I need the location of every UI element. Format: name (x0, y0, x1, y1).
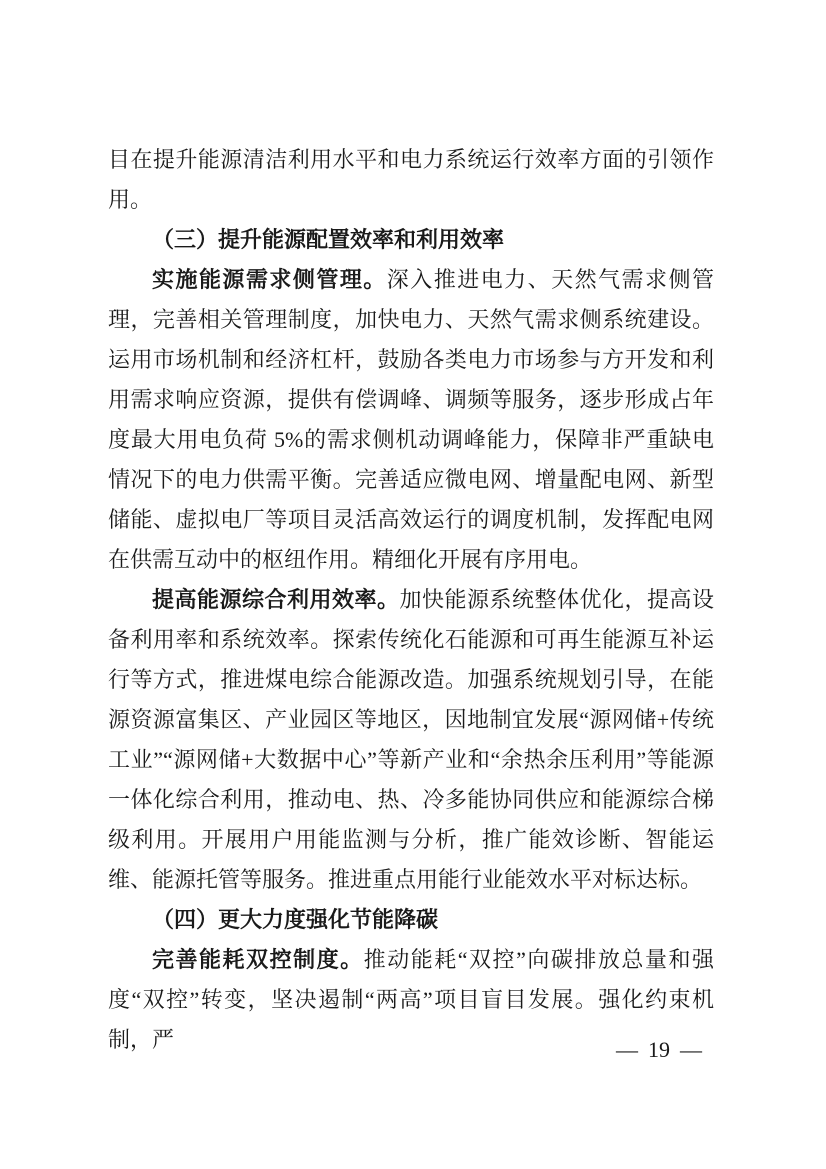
page-number: 19 (648, 1037, 670, 1062)
document-body (108, 140, 714, 1060)
paragraph: 实施能源需求侧管理。深入推进电力、天然气需求侧管理，完善相关管理制度，加快电力、天然气需求侧系统建设。运用市场机制和经济杠杆，鼓励各类电力市场参与方开发和利用需求响应资源，提供有偿调峰、调频等服务，逐步形成占年度最大用电负荷 5%的需求侧机动调峰能力，保障非严重缺电情况下的电力供需平衡。完善适应微电网、增量配电网、新型储能、虚拟电厂等项目灵活高效运行的调度机制，发挥配电网在供需互动中的枢纽作用。精细化开展有序用电。 (108, 267, 714, 572)
footer-dash-left: — (616, 1037, 638, 1062)
paragraph: 目在提升能源清洁利用水平和电力系统运行效率方面的引领作用。 (108, 147, 714, 212)
paragraph-lead: 完善能耗双控制度。 (152, 947, 364, 972)
page-footer (616, 1035, 702, 1065)
section-heading: （四）更大力度强化节能降碳 (152, 907, 439, 932)
paragraph: 完善能耗双控制度。推动能耗“双控”向碳排放总量和强度“双控”转变，坚决遏制“两高”项目盲目发展。强化约束机制，严 (108, 947, 714, 1052)
section-heading: （三）提升能源配置效率和利用效率 (152, 227, 505, 252)
paragraph-lead: 提高能源综合利用效率。 (152, 587, 400, 612)
paragraph-lead: 实施能源需求侧管理。 (152, 267, 387, 292)
footer-dash-right: — (680, 1037, 702, 1062)
paragraph: 提高能源综合利用效率。加快能源系统整体优化，提高设备利用率和系统效率。探索传统化石能源和可再生能源互补运行等方式，推进煤电综合能源改造。加强系统规划引导，在能源资源富集区、产业园区等地区，因地制宜发展“源网储+传统工业”“源网储+大数据中心”等新产业和“余热余压利用”等能源一体化综合利用，推动电、热、冷多能协同供应和能源综合梯级利用。开展用户用能监测与分析，推广能效诊断、智能运维、能源托管等服务。推进重点用能行业能效水平对标达标。 (108, 587, 714, 892)
